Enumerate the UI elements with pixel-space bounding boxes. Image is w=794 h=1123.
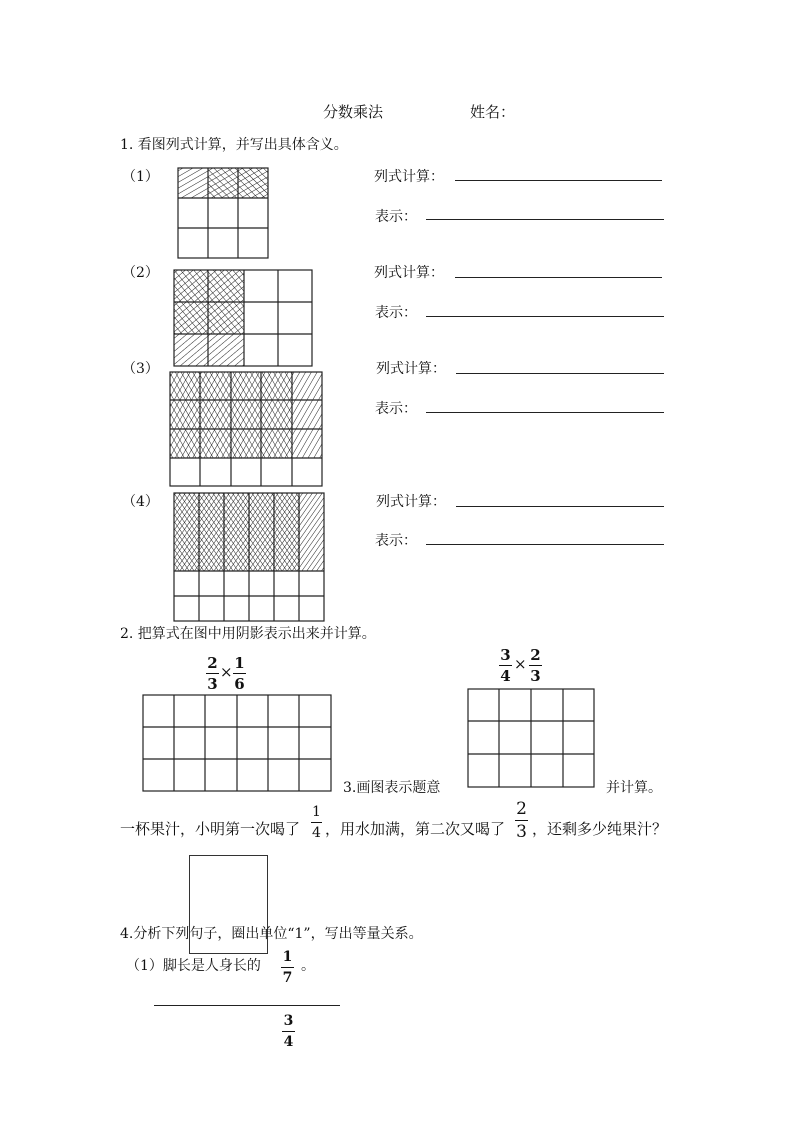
q2-expr1-b-den: 6	[234, 675, 245, 693]
q1-figure-3	[168, 370, 324, 488]
q1-item4-meaning-label: 表示：	[375, 533, 417, 549]
fraction-bar	[311, 822, 322, 823]
q2-expr1-b-num: 1	[234, 654, 245, 672]
q2-expr2-frac-a	[499, 646, 512, 685]
fraction-bar	[206, 673, 219, 674]
q1-item3-calc-label: 列式计算：	[376, 361, 446, 377]
q1-item3-meaning-label: 表示：	[375, 401, 417, 417]
q2-expr1-frac-b	[233, 654, 246, 693]
q1-item1-calc-blank[interactable]	[455, 180, 662, 181]
q3-text1: 一杯果汁，小明第一次喝了	[120, 820, 301, 838]
q1-item2-meaning-label: 表示：	[375, 305, 417, 321]
q1-item2-meaning-blank[interactable]	[426, 316, 664, 317]
q1-figure-2	[172, 268, 314, 368]
q3-text2: ，用水加满，第二次又喝了	[325, 820, 506, 838]
fraction-bar	[529, 665, 542, 666]
q1-item1-calc-label: 列式计算：	[374, 169, 444, 185]
q2-expr1-a-num: 2	[207, 654, 218, 672]
q3-frac1-num: 1	[312, 804, 321, 820]
q3-frac2-den: 3	[516, 822, 527, 842]
q1-figure-4	[172, 491, 326, 623]
q1-heading: 1. 看图列式计算，并写出具体含义。	[120, 137, 348, 153]
q1-item3-meaning-blank[interactable]	[426, 412, 664, 413]
q2-grid-1[interactable]	[142, 694, 332, 792]
q2-expr2-times: ×	[514, 655, 527, 673]
q1-item1-meaning-label: 表示：	[375, 209, 417, 225]
q2-expr2-b-den: 3	[530, 667, 541, 685]
q1-item3-num: （3）	[122, 361, 159, 377]
fraction-bar	[282, 1031, 295, 1032]
page-title: 分数乘法	[323, 103, 384, 121]
q4-item1-answer-blank[interactable]	[154, 1005, 340, 1006]
q1-item2-num: （2）	[122, 265, 159, 281]
name-label: 姓名：	[470, 103, 516, 121]
q2-expr2-b-num: 2	[530, 646, 541, 664]
q1-item4-calc-label: 列式计算：	[376, 494, 446, 510]
q4-item1-den: 7	[282, 970, 293, 986]
q3-suffix: 并计算。	[606, 780, 662, 796]
q3-frac1	[311, 803, 322, 842]
q4-item1-frac	[281, 948, 294, 987]
q2-expr2-a-den: 4	[500, 667, 511, 685]
q4-item1-end: 。	[301, 958, 315, 974]
q1-figure-1	[176, 166, 270, 260]
fraction-bar	[499, 665, 512, 666]
q4-heading: 4.分析下列句子，圈出单位“1”，写出等量关系。	[120, 926, 423, 942]
q4-extra-num: 3	[283, 1013, 294, 1029]
q3-text3: ，还剩多少纯果汁？	[532, 820, 668, 838]
fraction-bar	[281, 967, 294, 968]
q1-item1-num: （1）	[122, 169, 159, 185]
q3-label: 3.画图表示题意	[343, 780, 441, 796]
q2-expr2-frac-b	[529, 646, 542, 685]
q2-expr2-a-num: 3	[500, 646, 511, 664]
q3-frac2-num: 2	[516, 799, 527, 819]
q1-item4-num: （4）	[122, 494, 159, 510]
q2-heading: 2. 把算式在图中用阴影表示出来并计算。	[120, 626, 376, 642]
q3-frac1-den: 4	[312, 825, 321, 841]
q1-item2-calc-label: 列式计算：	[374, 265, 444, 281]
fraction-bar	[515, 820, 528, 821]
q1-item2-calc-blank[interactable]	[455, 277, 662, 278]
q1-item4-calc-blank[interactable]	[456, 506, 664, 507]
q3-frac2	[515, 799, 528, 842]
q2-expr1-frac-a	[206, 654, 219, 693]
q4-extra-den: 4	[283, 1034, 294, 1050]
q4-item1-num: 1	[282, 949, 293, 965]
q4-extra-frac	[282, 1012, 295, 1051]
q1-item3-calc-blank[interactable]	[456, 373, 664, 374]
q2-expr1-times: ×	[220, 663, 233, 681]
q2-grid-2[interactable]	[467, 688, 595, 788]
q1-item4-meaning-blank[interactable]	[426, 544, 664, 545]
q1-item1-meaning-blank[interactable]	[426, 219, 664, 220]
q4-item1-text: （1）脚长是人身长的	[126, 958, 261, 974]
fraction-bar	[233, 673, 246, 674]
q2-expr1-a-den: 3	[207, 675, 218, 693]
